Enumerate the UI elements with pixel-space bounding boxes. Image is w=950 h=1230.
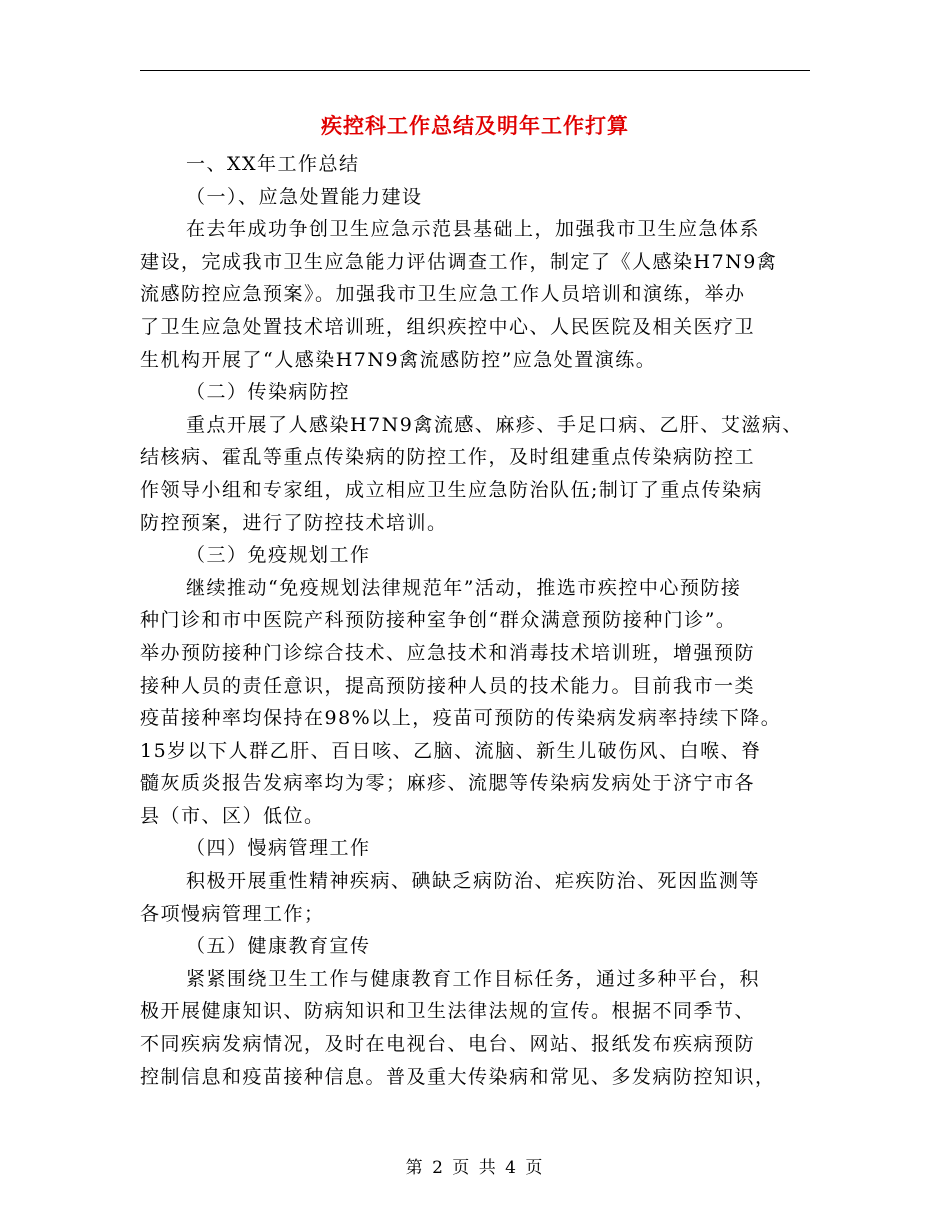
paragraph-line: 举办预防接种门诊综合技术、应急技术和消毒技术培训班，增强预防 [140,641,756,664]
paragraph-line: 15岁以下人群乙肝、百日咳、乙脑、流脑、新生儿破伤风、白喉、脊 [140,739,762,762]
header-rule [140,70,810,71]
document-body [140,148,810,1093]
paragraph-line: 作领导小组和专家组，成立相应卫生应急防治队伍;制订了重点传染病 [140,478,763,501]
document-title: 疾控科工作总结及明年工作打算 [321,113,629,138]
paragraph-line: 各项慢病管理工作； [140,902,325,925]
paragraph-line: 结核病、霍乱等重点传染病的防控工作，及时组建重点传染病防控工 [140,446,756,469]
paragraph-line: 建设，完成我市卫生应急能力评估调查工作，制定了《人感染H7N9禽 [140,250,778,273]
paragraph-line: 防控预案，进行了防控技术培训。 [140,511,448,534]
subsection-heading-emergency: （一）、应急处置能力建设 [186,185,423,208]
paragraph-line: 重点开展了人感染H7N9禽流感、麻疹、手足口病、乙肝、艾滋病、 [186,413,803,436]
paragraph-line: 不同疾病发病情况，及时在电视台、电台、网站、报纸发布疾病预防 [140,1033,756,1056]
subsection-heading-health-education: （五）健康教育宣传 [186,935,371,958]
paragraph-line: 了卫生应急处置技术培训班，组织疾控中心、人民医院及相关医疗卫 [140,315,756,338]
paragraph-line: 控制信息和疫苗接种信息。普及重大传染病和常见、多发病防控知识， [140,1065,776,1088]
paragraph-line: 流感防控应急预案》。加强我市卫生应急工作人员培训和演练，举办 [140,283,746,306]
subsection-heading-immunization: （三）免疫规划工作 [186,544,371,567]
paragraph-line: 极开展健康知识、防病知识和卫生法律法规的宣传。根据不同季节、 [140,1000,756,1023]
paragraph-line: 种门诊和市中医院产科预防接种室争创“群众满意预防接种门诊”。 [140,609,737,632]
paragraph-line: 积极开展重性精神疾病、碘缺乏病防治、疟疾防治、死因监测等 [186,870,761,893]
paragraph-line: 生机构开展了“人感染H7N9禽流感防控”应急处置演练。 [140,348,657,371]
subsection-heading-chronic-disease: （四）慢病管理工作 [186,837,371,860]
paragraph-line: 紧紧围绕卫生工作与健康教育工作目标任务，通过多种平台，积 [186,967,761,990]
paragraph-line: 县（市、区）低位。 [140,804,325,827]
paragraph-line: 髓灰质炎报告发病率均为零；麻疹、流腮等传染病发病处于济宁市各 [140,772,756,795]
paragraph-line: 疫苗接种率均保持在98%以上，疫苗可预防的传染病发病率持续下降。 [140,707,782,730]
section-heading-summary: 一、XX年工作总结 [186,153,360,175]
subsection-heading-infectious-disease: （二）传染病防控 [186,381,351,404]
paragraph-line: 继续推动“免疫规划法律规范年”活动，推选市疾控中心预防接 [186,576,742,599]
paragraph-line: 在去年成功争创卫生应急示范县基础上，加强我市卫生应急体系 [186,218,761,241]
paragraph-line: 接种人员的责任意识，提高预防接种人员的技术能力。目前我市一类 [140,674,756,697]
page-footer: 第 2 页 共 4 页 [405,1158,545,1178]
